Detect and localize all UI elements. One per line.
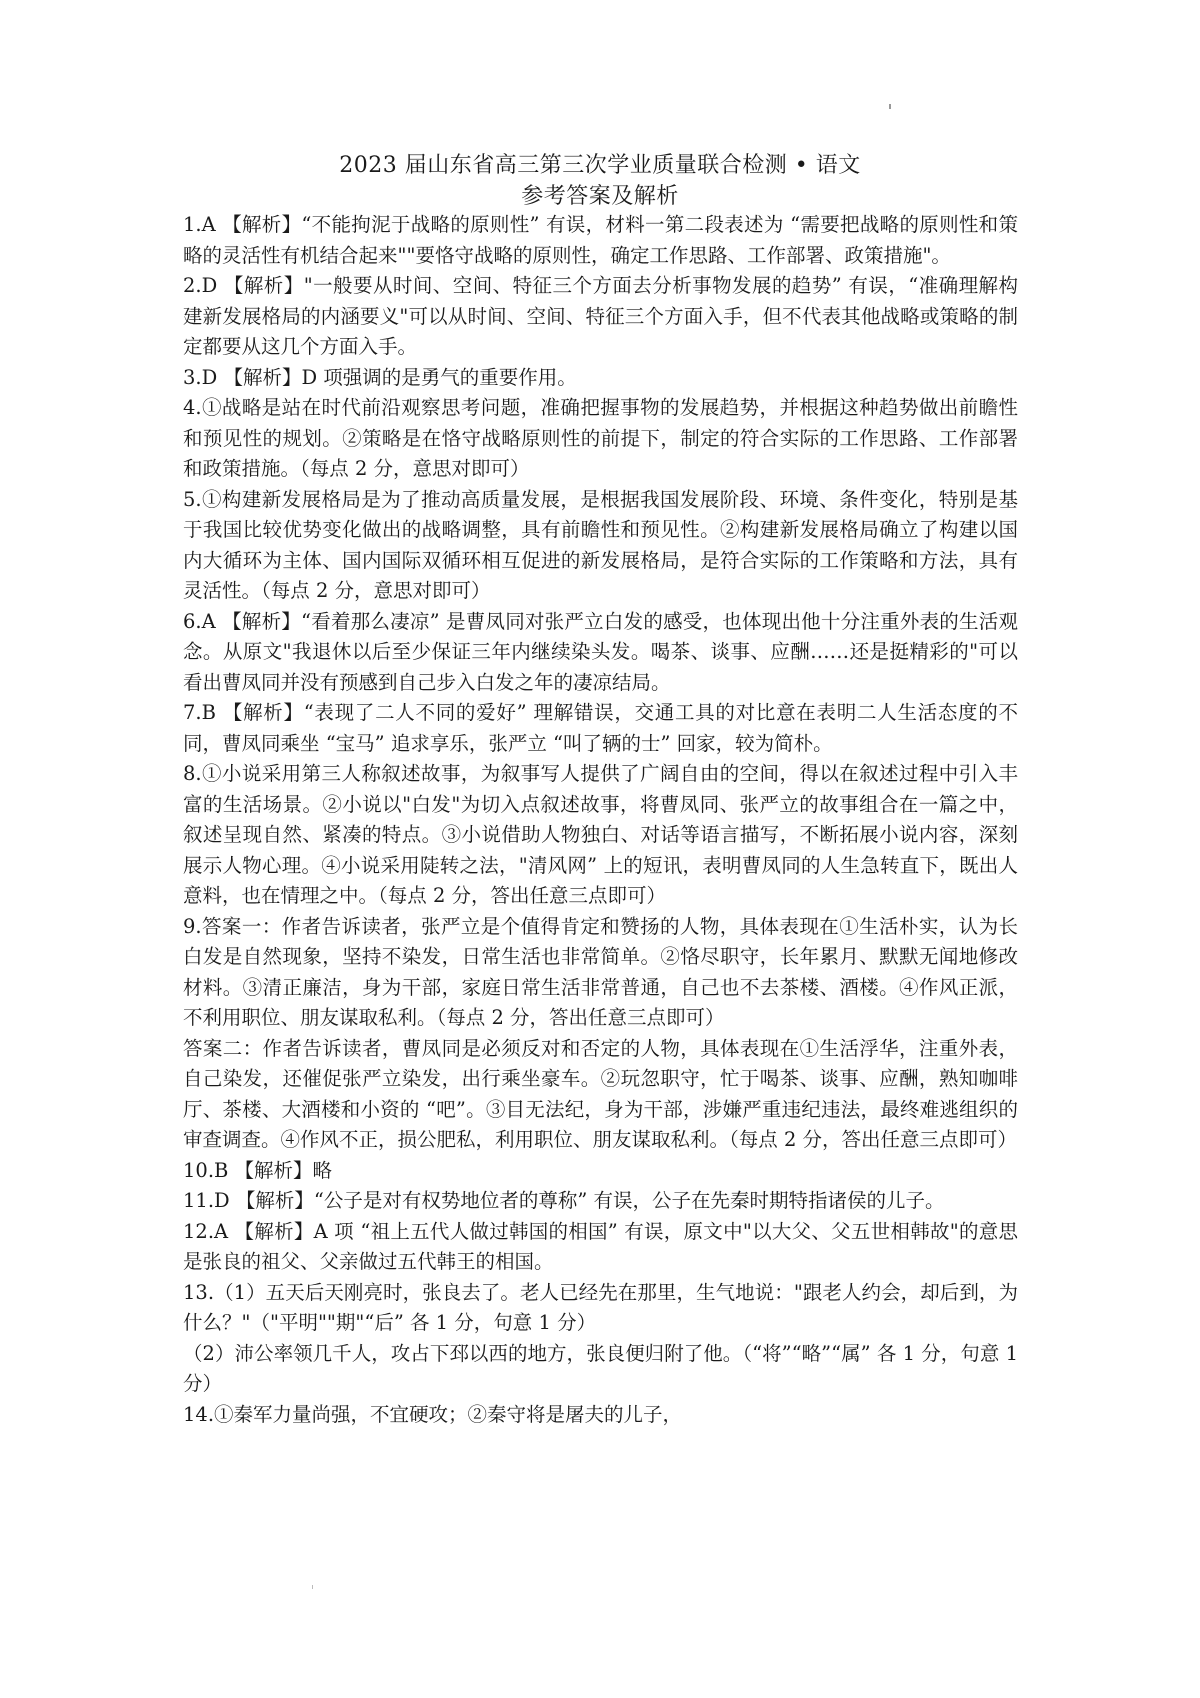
answer-item: 10.B 【解析】略: [183, 1158, 333, 1182]
scan-mark: [889, 104, 891, 109]
answer-item: 答案二：作者告诉读者，曹凤同是必须反对和否定的人物，具体表现在①生活浮华，注重外表，自己染发，还催促张严立染发，出行乘坐豪车。②玩忽职守，忙于喝茶、谈事、应酬，熟知咖啡厅、茶楼、大酒楼和小资的 “吧”。③目无法纪，身为干部，涉嫌严重违纪违法，最终难逃组织的审查调查。④作风不正，损公肥私，利用职位、朋友谋取私利。（每点 2 分，答出任意三点即可）: [183, 1036, 1018, 1151]
answer-list: [183, 210, 1018, 1430]
answer-item: 6.A 【解析】“看着那么凄凉” 是曹凤同对张严立白发的感受，也体现出他十分注重外表的生活观念。从原文"我退休以后至少保证三年内继续染头发。喝茶、谈事、应酬……还是挺精彩的"可以看出曹凤同并没有预感到自己步入白发之年的凄凉结局。: [183, 609, 1018, 694]
answer-item: 4.①战略是站在时代前沿观察思考问题，准确把握事物的发展趋势，并根据这种趋势做出前瞻性和预见性的规划。②策略是在恪守战略原则性的前提下，制定的符合实际的工作思路、工作部署和政策措施。（每点 2 分，意思对即可）: [183, 396, 1018, 480]
answer-item: 11.D 【解析】“公子是对有权势地位者的尊称” 有误，公子在先秦时期特指诸侯的儿子。: [183, 1189, 945, 1212]
answer-item: 1.A 【解析】“不能拘泥于战略的原则性” 有误，材料一第二段表述为 “需要把战略的原则性和策略的灵活性有机结合起来""要恪守战略的原则性，确定工作思路、工作部署、政策措施"。: [183, 213, 1018, 267]
answer-item: 14.①秦军力量尚强，不宜硬攻；②秦守将是屠夫的儿子，: [183, 1402, 683, 1426]
answer-item: （2）沛公率领几千人，攻占下邳以西的地方，张良便归附了他。（“将”“略”“属” 各 1 分，句意 1 分）: [183, 1341, 1018, 1395]
scan-mark: [312, 1585, 313, 1589]
answer-item: 8.①小说采用第三人称叙述故事，为叙事写人提供了广阔自由的空间，得以在叙述过程中引入丰富的生活场景。②小说以"白发"为切入点叙述故事，将曹凤同、张严立的故事组合在一篇之中，叙述呈现自然、紧凑的特点。③小说借助人物独白、对话等语言描写，不断拓展小说内容，深刻展示人物心理。④小说采用陡转之法，"清风网” 上的短讯，表明曹凤同的人生急转直下，既出人意料，也在情理之中。（每点 2 分，答出任意三点即可）: [183, 762, 1018, 907]
document-subtitle: 参考答案及解析: [521, 184, 679, 209]
answer-item: 3.D 【解析】D 项强调的是勇气的重要作用。: [183, 365, 577, 389]
answer-item: 5.①构建新发展格局是为了推动高质量发展，是根据我国发展阶段、环境、条件变化，特别是基于我国比较优势变化做出的战略调整，具有前瞻性和预见性。②构建新发展格局确立了构建以国内大循环为主体、国内国际双循环相互促进的新发展格局，是符合实际的工作策略和方法，具有灵活性。（每点 2 分，意思对即可）: [183, 487, 1018, 602]
answer-item: 12.A 【解析】A 项 “祖上五代人做过韩国的相国” 有误，原文中"以大父、父五世相韩故"的意思是张良的祖父、父亲做过五代韩王的相国。: [183, 1219, 1018, 1273]
answer-item: 7.B 【解析】“表现了二人不同的爱好” 理解错误，交通工具的对比意在表明二人生活态度的不同，曹凤同乘坐 “宝马” 追求享乐，张严立 “叫了辆的士” 回家，较为简朴。: [183, 701, 1018, 755]
answer-item: 13.（1）五天后天刚亮时，张良去了。老人已经先在那里，生气地说："跟老人约会，却后到，为什么？"（"平明""期"“后” 各 1 分，句意 1 分）: [183, 1280, 1018, 1334]
document-title: 2023 届山东省高三第三次学业质量联合检测 • 语文: [339, 153, 861, 178]
answer-item: 2.D 【解析】"一般要从时间、空间、特征三个方面去分析事物发展的趋势” 有误，“准确理解构建新发展格局的内涵要义"可以从时间、空间、特征三个方面入手，但不代表其他战略或策略的制定都要从这几个方面入手。: [183, 274, 1018, 358]
answer-item: 9.答案一：作者告诉读者，张严立是个值得肯定和赞扬的人物，具体表现在①生活朴实，认为长白发是自然现象，坚持不染发，日常生活也非常简单。②恪尽职守，长年累月、默默无闻地修改材料。③清正廉洁，身为干部，家庭日常生活非常普通，自己也不去茶楼、酒楼。④作风正派，不利用职位、朋友谋取私利。（每点 2 分，答出任意三点即可）: [183, 914, 1018, 1029]
